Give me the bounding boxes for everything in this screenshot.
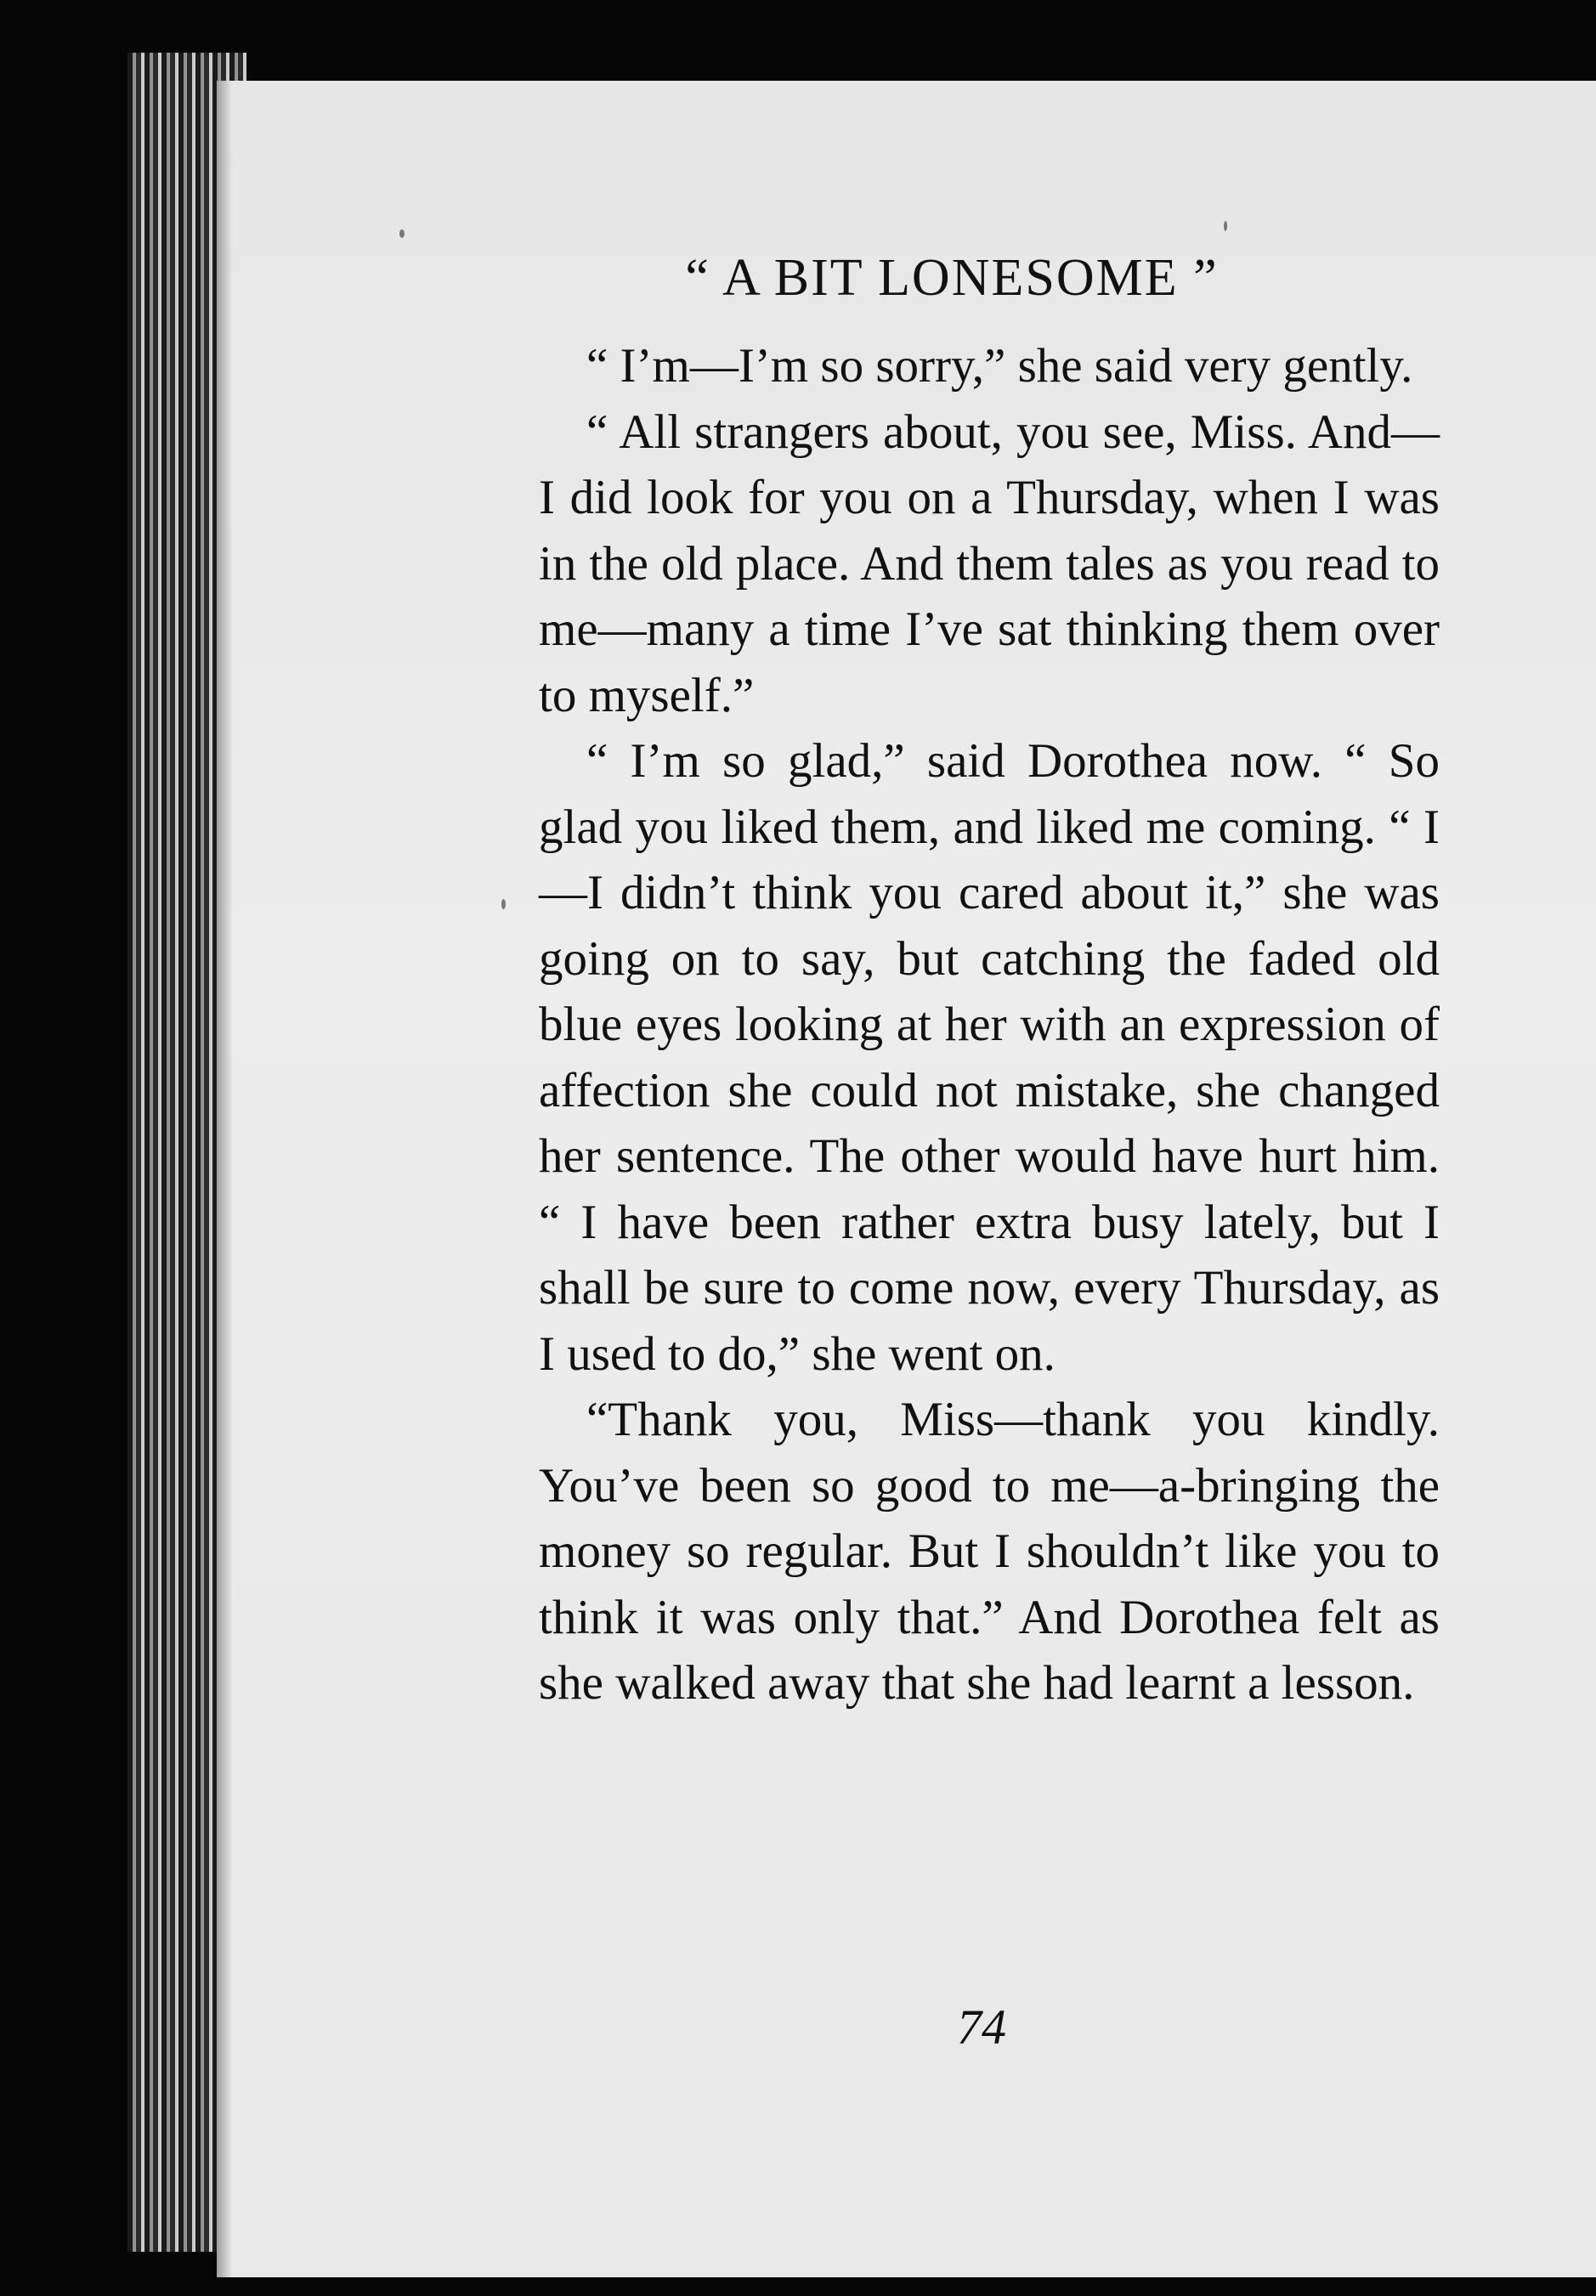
body-text — [539, 333, 1440, 1716]
page-number: 74 — [957, 1999, 1006, 2055]
scan-speck — [399, 229, 405, 238]
scan-speck — [1224, 221, 1227, 231]
running-head: “ A BIT LONESOME ” — [685, 249, 1219, 307]
scan-speck — [501, 899, 506, 909]
paragraph-2: “ All strangers about, you see, Miss. And—I did look for you on a Thursday, when I was in the old place. And them tales as you read to me—many a time I’ve sat thinking them over to myself.” — [539, 404, 1440, 722]
page-gutter-shadow — [217, 81, 232, 2277]
paragraph-1: “ I’m—I’m so sorry,” she said very gently. — [586, 339, 1413, 393]
paragraph-4: “Thank you, Miss—thank you kindly. You’ve been so good to me—a-bringing the money so regular. But I shouldn’t like you to think it was only that.” And Dorothea felt as she walked away that she had learnt a lesson. — [539, 1393, 1440, 1710]
paragraph-3: “ I’m so glad,” said Dorothea now. “ So glad you liked them, and liked me coming. “ I—I didn’t think you cared about it,” she was going on to say, but catching the faded old blue eyes looking at her with an expression of affection she could not mistake, she changed her sentence. The other would have hurt him. “ I have been rather extra busy lately, but I shall be sure to come now, every Thursday, as I used to do,” she went on. — [539, 734, 1440, 1381]
